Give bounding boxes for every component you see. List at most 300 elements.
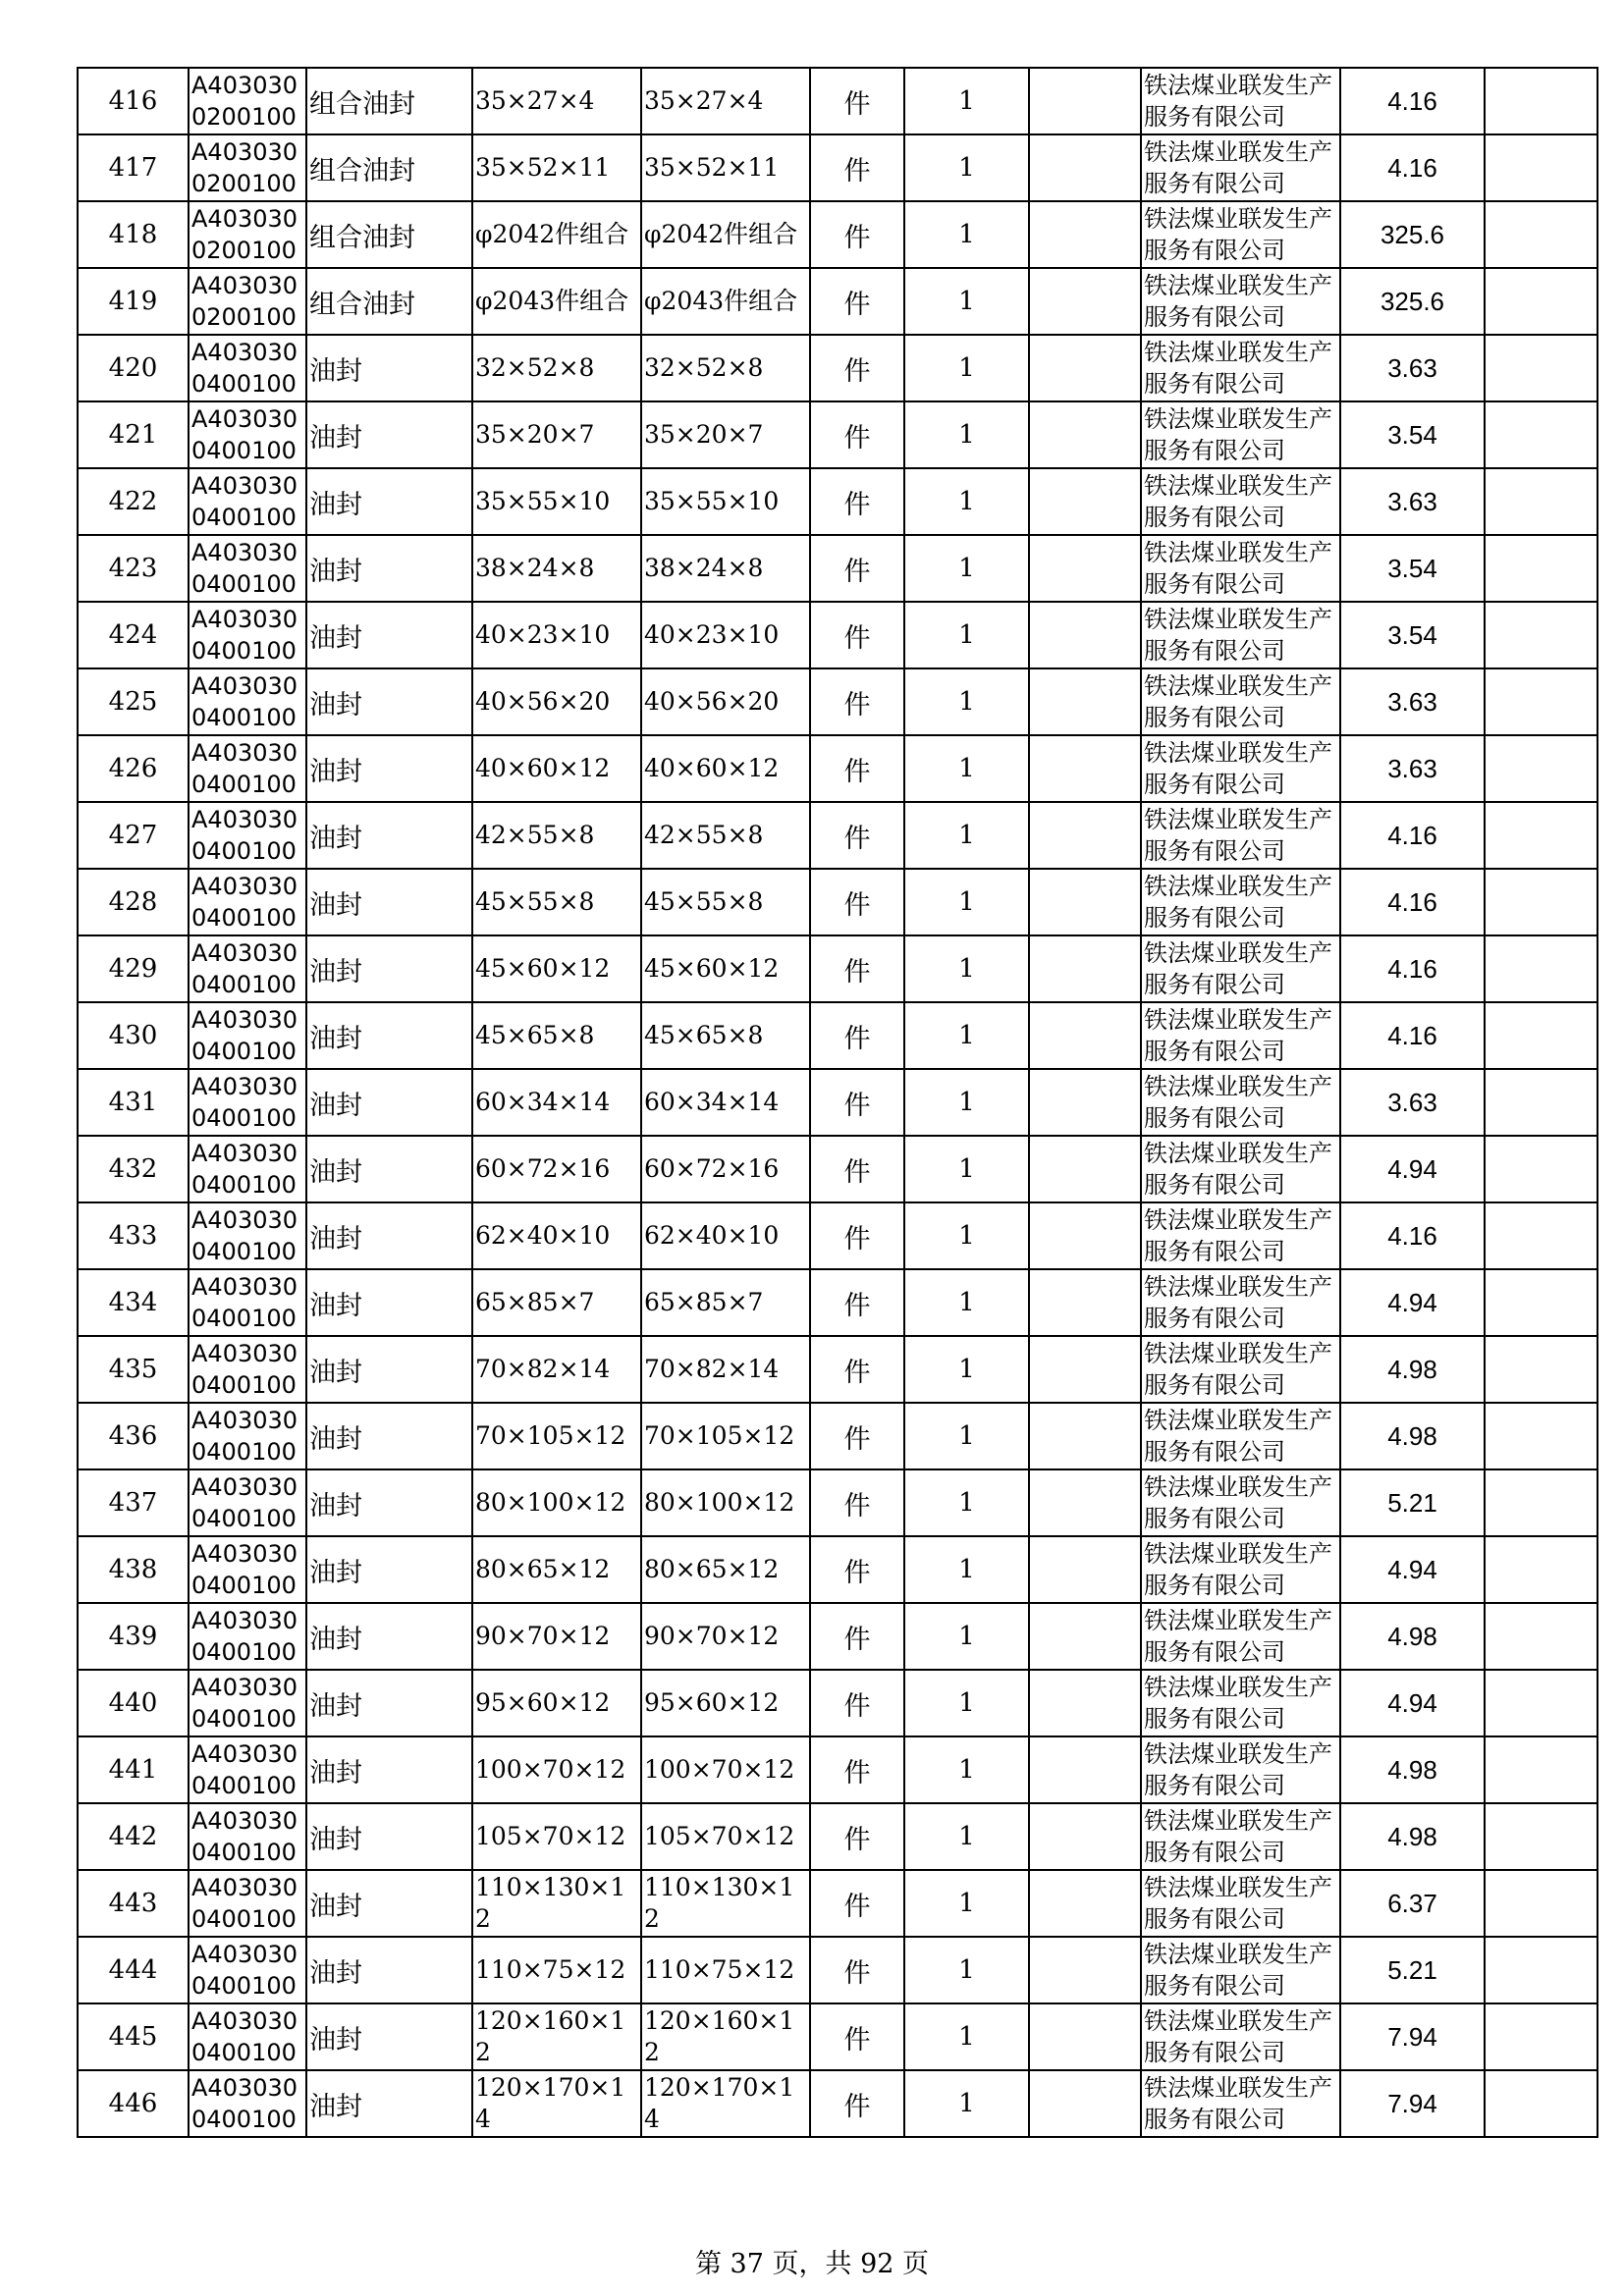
cell-spec: 70×82×14 — [472, 1336, 641, 1403]
cell-model: 120×160×12 — [641, 2003, 810, 2070]
cell-remark — [1485, 1002, 1597, 1069]
cell-unit: 件 — [810, 1403, 904, 1469]
cell-model: 65×85×7 — [641, 1269, 810, 1336]
cell-quantity: 1 — [904, 2070, 1029, 2137]
cell-supplier: 铁法煤业联发生产服务有限公司 — [1141, 68, 1340, 134]
cell-item-name: 油封 — [306, 1336, 472, 1403]
cell-unit: 件 — [810, 1870, 904, 1937]
cell-note — [1029, 1536, 1141, 1603]
cell-supplier: 铁法煤业联发生产服务有限公司 — [1141, 134, 1340, 201]
cell-price: 4.98 — [1340, 1603, 1485, 1670]
cell-item-name: 油封 — [306, 2003, 472, 2070]
cell-remark — [1485, 1336, 1597, 1403]
cell-seq: 431 — [78, 1069, 189, 1136]
cell-unit: 件 — [810, 802, 904, 869]
cell-quantity: 1 — [904, 201, 1029, 268]
cell-supplier: 铁法煤业联发生产服务有限公司 — [1141, 1136, 1340, 1202]
table-row — [78, 468, 1597, 535]
cell-seq: 442 — [78, 1803, 189, 1870]
cell-model: 95×60×12 — [641, 1670, 810, 1736]
cell-model: 62×40×10 — [641, 1202, 810, 1269]
cell-price: 4.16 — [1340, 869, 1485, 935]
cell-unit: 件 — [810, 1202, 904, 1269]
cell-supplier: 铁法煤业联发生产服务有限公司 — [1141, 2070, 1340, 2137]
cell-model: 40×23×10 — [641, 602, 810, 668]
cell-seq: 419 — [78, 268, 189, 335]
cell-model: 40×60×12 — [641, 735, 810, 802]
cell-spec: 35×52×11 — [472, 134, 641, 201]
cell-remark — [1485, 735, 1597, 802]
cell-remark — [1485, 68, 1597, 134]
cell-unit: 件 — [810, 2003, 904, 2070]
cell-note — [1029, 1336, 1141, 1403]
cell-seq: 437 — [78, 1469, 189, 1536]
cell-material-code: A4030300400100 — [189, 2070, 306, 2137]
cell-quantity: 1 — [904, 134, 1029, 201]
cell-quantity: 1 — [904, 1536, 1029, 1603]
cell-quantity: 1 — [904, 1736, 1029, 1803]
cell-seq: 417 — [78, 134, 189, 201]
cell-quantity: 1 — [904, 1937, 1029, 2003]
cell-quantity: 1 — [904, 535, 1029, 602]
cell-spec: φ2043件组合 — [472, 268, 641, 335]
table-row — [78, 802, 1597, 869]
table-row — [78, 268, 1597, 335]
cell-price: 4.94 — [1340, 1536, 1485, 1603]
cell-spec: 45×60×12 — [472, 935, 641, 1002]
cell-note — [1029, 535, 1141, 602]
cell-price: 3.63 — [1340, 1069, 1485, 1136]
cell-remark — [1485, 1202, 1597, 1269]
cell-model: 35×27×4 — [641, 68, 810, 134]
cell-note — [1029, 1803, 1141, 1870]
cell-quantity: 1 — [904, 68, 1029, 134]
cell-price: 3.54 — [1340, 602, 1485, 668]
cell-supplier: 铁法煤业联发生产服务有限公司 — [1141, 535, 1340, 602]
cell-price: 4.94 — [1340, 1269, 1485, 1336]
price-table — [77, 67, 1598, 2138]
cell-item-name: 油封 — [306, 735, 472, 802]
cell-remark — [1485, 1803, 1597, 1870]
cell-unit: 件 — [810, 468, 904, 535]
cell-model: φ2043件组合 — [641, 268, 810, 335]
table-row — [78, 602, 1597, 668]
table-row — [78, 401, 1597, 468]
cell-quantity: 1 — [904, 1870, 1029, 1937]
cell-supplier: 铁法煤业联发生产服务有限公司 — [1141, 1002, 1340, 1069]
cell-material-code: A4030300400100 — [189, 335, 306, 401]
cell-item-name: 油封 — [306, 935, 472, 1002]
cell-item-name: 油封 — [306, 802, 472, 869]
cell-unit: 件 — [810, 2070, 904, 2137]
table-row — [78, 535, 1597, 602]
table-row — [78, 1803, 1597, 1870]
table-row — [78, 134, 1597, 201]
cell-material-code: A4030300400100 — [189, 802, 306, 869]
cell-unit: 件 — [810, 1136, 904, 1202]
cell-remark — [1485, 1937, 1597, 2003]
cell-item-name: 油封 — [306, 1269, 472, 1336]
cell-model: 45×60×12 — [641, 935, 810, 1002]
cell-spec: 105×70×12 — [472, 1803, 641, 1870]
cell-quantity: 1 — [904, 1002, 1029, 1069]
cell-spec: 80×65×12 — [472, 1536, 641, 1603]
cell-seq: 418 — [78, 201, 189, 268]
cell-supplier: 铁法煤业联发生产服务有限公司 — [1141, 1069, 1340, 1136]
cell-price: 3.63 — [1340, 735, 1485, 802]
cell-remark — [1485, 1269, 1597, 1336]
cell-price: 3.63 — [1340, 335, 1485, 401]
cell-supplier: 铁法煤业联发生产服务有限公司 — [1141, 869, 1340, 935]
cell-note — [1029, 401, 1141, 468]
cell-quantity: 1 — [904, 1403, 1029, 1469]
cell-unit: 件 — [810, 335, 904, 401]
cell-note — [1029, 668, 1141, 735]
cell-seq: 423 — [78, 535, 189, 602]
cell-note — [1029, 2070, 1141, 2137]
cell-seq: 416 — [78, 68, 189, 134]
cell-price: 7.94 — [1340, 2003, 1485, 2070]
cell-material-code: A4030300400100 — [189, 401, 306, 468]
cell-unit: 件 — [810, 602, 904, 668]
cell-seq: 421 — [78, 401, 189, 468]
table-row — [78, 1937, 1597, 2003]
cell-remark — [1485, 468, 1597, 535]
cell-note — [1029, 1269, 1141, 1336]
cell-supplier: 铁法煤业联发生产服务有限公司 — [1141, 268, 1340, 335]
cell-quantity: 1 — [904, 268, 1029, 335]
cell-supplier: 铁法煤业联发生产服务有限公司 — [1141, 1336, 1340, 1403]
cell-quantity: 1 — [904, 335, 1029, 401]
cell-remark — [1485, 602, 1597, 668]
cell-spec: 110×130×12 — [472, 1870, 641, 1937]
cell-supplier: 铁法煤业联发生产服务有限公司 — [1141, 1202, 1340, 1269]
cell-model: 45×55×8 — [641, 869, 810, 935]
cell-supplier: 铁法煤业联发生产服务有限公司 — [1141, 401, 1340, 468]
cell-price: 325.6 — [1340, 268, 1485, 335]
cell-unit: 件 — [810, 1002, 904, 1069]
cell-spec: φ2042件组合 — [472, 201, 641, 268]
cell-spec: 65×85×7 — [472, 1269, 641, 1336]
cell-note — [1029, 1603, 1141, 1670]
cell-remark — [1485, 335, 1597, 401]
cell-material-code: A4030300400100 — [189, 1870, 306, 1937]
cell-quantity: 1 — [904, 935, 1029, 1002]
cell-remark — [1485, 1069, 1597, 1136]
table-row — [78, 735, 1597, 802]
cell-spec: 40×56×20 — [472, 668, 641, 735]
cell-item-name: 油封 — [306, 1002, 472, 1069]
cell-item-name: 油封 — [306, 1403, 472, 1469]
cell-seq: 420 — [78, 335, 189, 401]
cell-material-code: A4030300400100 — [189, 1269, 306, 1336]
cell-remark — [1485, 2003, 1597, 2070]
cell-quantity: 1 — [904, 401, 1029, 468]
cell-remark — [1485, 1870, 1597, 1937]
cell-model: 32×52×8 — [641, 335, 810, 401]
cell-item-name: 油封 — [306, 1937, 472, 2003]
cell-quantity: 1 — [904, 1202, 1029, 1269]
cell-material-code: A4030300400100 — [189, 1536, 306, 1603]
cell-price: 6.37 — [1340, 1870, 1485, 1937]
cell-note — [1029, 735, 1141, 802]
cell-item-name: 组合油封 — [306, 134, 472, 201]
cell-seq: 439 — [78, 1603, 189, 1670]
cell-unit: 件 — [810, 535, 904, 602]
cell-note — [1029, 802, 1141, 869]
cell-remark — [1485, 802, 1597, 869]
table-row — [78, 1536, 1597, 1603]
cell-material-code: A4030300400100 — [189, 1670, 306, 1736]
cell-remark — [1485, 134, 1597, 201]
cell-quantity: 1 — [904, 602, 1029, 668]
table-row — [78, 935, 1597, 1002]
cell-spec: 60×72×16 — [472, 1136, 641, 1202]
cell-price: 4.16 — [1340, 935, 1485, 1002]
table-row — [78, 2003, 1597, 2070]
cell-unit: 件 — [810, 1469, 904, 1536]
cell-material-code: A4030300400100 — [189, 935, 306, 1002]
cell-supplier: 铁法煤业联发生产服务有限公司 — [1141, 1870, 1340, 1937]
table-row — [78, 68, 1597, 134]
cell-model: 42×55×8 — [641, 802, 810, 869]
table-row — [78, 335, 1597, 401]
cell-note — [1029, 1937, 1141, 2003]
cell-item-name: 油封 — [306, 1536, 472, 1603]
cell-supplier: 铁法煤业联发生产服务有限公司 — [1141, 602, 1340, 668]
table-row — [78, 1336, 1597, 1403]
cell-material-code: A4030300400100 — [189, 1603, 306, 1670]
cell-unit: 件 — [810, 1736, 904, 1803]
cell-unit: 件 — [810, 1803, 904, 1870]
cell-material-code: A4030300400100 — [189, 1202, 306, 1269]
cell-note — [1029, 335, 1141, 401]
cell-spec: 100×70×12 — [472, 1736, 641, 1803]
cell-model: 35×20×7 — [641, 401, 810, 468]
cell-material-code: A4030300400100 — [189, 1937, 306, 2003]
cell-price: 4.16 — [1340, 1002, 1485, 1069]
cell-item-name: 组合油封 — [306, 68, 472, 134]
cell-remark — [1485, 535, 1597, 602]
cell-price: 4.16 — [1340, 68, 1485, 134]
cell-item-name: 油封 — [306, 468, 472, 535]
cell-seq: 430 — [78, 1002, 189, 1069]
cell-remark — [1485, 268, 1597, 335]
table-row — [78, 668, 1597, 735]
table-row — [78, 1069, 1597, 1136]
cell-spec: 110×75×12 — [472, 1937, 641, 2003]
cell-unit: 件 — [810, 1937, 904, 2003]
cell-material-code: A4030300400100 — [189, 1803, 306, 1870]
cell-price: 3.54 — [1340, 535, 1485, 602]
cell-price: 4.16 — [1340, 134, 1485, 201]
cell-seq: 433 — [78, 1202, 189, 1269]
cell-item-name: 油封 — [306, 401, 472, 468]
cell-price: 4.94 — [1340, 1136, 1485, 1202]
cell-unit: 件 — [810, 935, 904, 1002]
cell-spec: 35×55×10 — [472, 468, 641, 535]
cell-seq: 428 — [78, 869, 189, 935]
cell-quantity: 1 — [904, 1069, 1029, 1136]
cell-remark — [1485, 1136, 1597, 1202]
cell-item-name: 油封 — [306, 1736, 472, 1803]
cell-spec: 80×100×12 — [472, 1469, 641, 1536]
table-row — [78, 201, 1597, 268]
cell-remark — [1485, 201, 1597, 268]
cell-unit: 件 — [810, 668, 904, 735]
table-row — [78, 2070, 1597, 2137]
cell-unit: 件 — [810, 1269, 904, 1336]
cell-supplier: 铁法煤业联发生产服务有限公司 — [1141, 201, 1340, 268]
cell-seq: 434 — [78, 1269, 189, 1336]
cell-price: 4.94 — [1340, 1670, 1485, 1736]
table-row — [78, 1202, 1597, 1269]
cell-seq: 435 — [78, 1336, 189, 1403]
cell-note — [1029, 201, 1141, 268]
cell-seq: 424 — [78, 602, 189, 668]
cell-unit: 件 — [810, 1670, 904, 1736]
cell-spec: 120×160×12 — [472, 2003, 641, 2070]
cell-material-code: A4030300400100 — [189, 1403, 306, 1469]
cell-item-name: 油封 — [306, 2070, 472, 2137]
cell-supplier: 铁法煤业联发生产服务有限公司 — [1141, 735, 1340, 802]
cell-price: 4.98 — [1340, 1403, 1485, 1469]
cell-material-code: A4030300400100 — [189, 535, 306, 602]
cell-seq: 426 — [78, 735, 189, 802]
cell-quantity: 1 — [904, 668, 1029, 735]
cell-model: 60×72×16 — [641, 1136, 810, 1202]
cell-note — [1029, 1670, 1141, 1736]
cell-material-code: A4030300200100 — [189, 268, 306, 335]
cell-seq: 443 — [78, 1870, 189, 1937]
table-row — [78, 1670, 1597, 1736]
cell-item-name: 油封 — [306, 335, 472, 401]
cell-spec: 120×170×14 — [472, 2070, 641, 2137]
cell-remark — [1485, 401, 1597, 468]
cell-unit: 件 — [810, 1603, 904, 1670]
cell-supplier: 铁法煤业联发生产服务有限公司 — [1141, 802, 1340, 869]
cell-supplier: 铁法煤业联发生产服务有限公司 — [1141, 1469, 1340, 1536]
cell-remark — [1485, 935, 1597, 1002]
cell-price: 7.94 — [1340, 2070, 1485, 2137]
cell-note — [1029, 602, 1141, 668]
cell-price: 4.98 — [1340, 1803, 1485, 1870]
cell-material-code: A4030300400100 — [189, 1069, 306, 1136]
cell-material-code: A4030300400100 — [189, 1469, 306, 1536]
cell-supplier: 铁法煤业联发生产服务有限公司 — [1141, 468, 1340, 535]
cell-model: 45×65×8 — [641, 1002, 810, 1069]
cell-note — [1029, 1202, 1141, 1269]
cell-spec: 35×27×4 — [472, 68, 641, 134]
cell-price: 5.21 — [1340, 1469, 1485, 1536]
cell-quantity: 1 — [904, 468, 1029, 535]
cell-item-name: 油封 — [306, 1136, 472, 1202]
cell-supplier: 铁法煤业联发生产服务有限公司 — [1141, 935, 1340, 1002]
cell-seq: 440 — [78, 1670, 189, 1736]
cell-spec: 90×70×12 — [472, 1603, 641, 1670]
cell-supplier: 铁法煤业联发生产服务有限公司 — [1141, 1670, 1340, 1736]
cell-remark — [1485, 668, 1597, 735]
cell-spec: 35×20×7 — [472, 401, 641, 468]
cell-material-code: A4030300400100 — [189, 468, 306, 535]
cell-supplier: 铁法煤业联发生产服务有限公司 — [1141, 1603, 1340, 1670]
cell-spec: 32×52×8 — [472, 335, 641, 401]
cell-note — [1029, 1002, 1141, 1069]
cell-unit: 件 — [810, 401, 904, 468]
cell-unit: 件 — [810, 68, 904, 134]
cell-unit: 件 — [810, 134, 904, 201]
cell-item-name: 油封 — [306, 1202, 472, 1269]
table-row — [78, 1603, 1597, 1670]
cell-price: 4.98 — [1340, 1336, 1485, 1403]
cell-model: 70×105×12 — [641, 1403, 810, 1469]
cell-material-code: A4030300200100 — [189, 201, 306, 268]
cell-quantity: 1 — [904, 2003, 1029, 2070]
cell-model: 105×70×12 — [641, 1803, 810, 1870]
cell-seq: 446 — [78, 2070, 189, 2137]
cell-remark — [1485, 2070, 1597, 2137]
cell-material-code: A4030300400100 — [189, 1736, 306, 1803]
cell-quantity: 1 — [904, 1803, 1029, 1870]
cell-price: 3.63 — [1340, 468, 1485, 535]
cell-seq: 429 — [78, 935, 189, 1002]
table-row — [78, 1403, 1597, 1469]
cell-material-code: A4030300400100 — [189, 602, 306, 668]
cell-note — [1029, 1403, 1141, 1469]
cell-spec: 42×55×8 — [472, 802, 641, 869]
cell-note — [1029, 1136, 1141, 1202]
table-row — [78, 1136, 1597, 1202]
cell-quantity: 1 — [904, 1136, 1029, 1202]
cell-model: φ2042件组合 — [641, 201, 810, 268]
cell-seq: 425 — [78, 668, 189, 735]
page-number: 第 37 页，共 92 页 — [694, 2249, 930, 2279]
cell-model: 110×130×12 — [641, 1870, 810, 1937]
cell-seq: 438 — [78, 1536, 189, 1603]
cell-spec: 45×65×8 — [472, 1002, 641, 1069]
cell-remark — [1485, 1603, 1597, 1670]
cell-model: 35×52×11 — [641, 134, 810, 201]
cell-item-name: 油封 — [306, 1870, 472, 1937]
cell-model: 80×65×12 — [641, 1536, 810, 1603]
cell-supplier: 铁法煤业联发生产服务有限公司 — [1141, 335, 1340, 401]
table-row — [78, 1736, 1597, 1803]
cell-spec: 38×24×8 — [472, 535, 641, 602]
cell-spec: 62×40×10 — [472, 1202, 641, 1269]
cell-remark — [1485, 869, 1597, 935]
cell-quantity: 1 — [904, 1670, 1029, 1736]
cell-unit: 件 — [810, 1069, 904, 1136]
cell-seq: 436 — [78, 1403, 189, 1469]
cell-unit: 件 — [810, 1536, 904, 1603]
cell-unit: 件 — [810, 201, 904, 268]
table-row — [78, 869, 1597, 935]
cell-remark — [1485, 1536, 1597, 1603]
cell-note — [1029, 134, 1141, 201]
cell-model: 90×70×12 — [641, 1603, 810, 1670]
cell-material-code: A4030300400100 — [189, 1002, 306, 1069]
cell-spec: 60×34×14 — [472, 1069, 641, 1136]
cell-spec: 95×60×12 — [472, 1670, 641, 1736]
cell-supplier: 铁法煤业联发生产服务有限公司 — [1141, 668, 1340, 735]
cell-note — [1029, 1069, 1141, 1136]
table-row — [78, 1002, 1597, 1069]
cell-note — [1029, 1469, 1141, 1536]
cell-material-code: A4030300400100 — [189, 1136, 306, 1202]
cell-model: 60×34×14 — [641, 1069, 810, 1136]
cell-note — [1029, 1870, 1141, 1937]
cell-seq: 432 — [78, 1136, 189, 1202]
